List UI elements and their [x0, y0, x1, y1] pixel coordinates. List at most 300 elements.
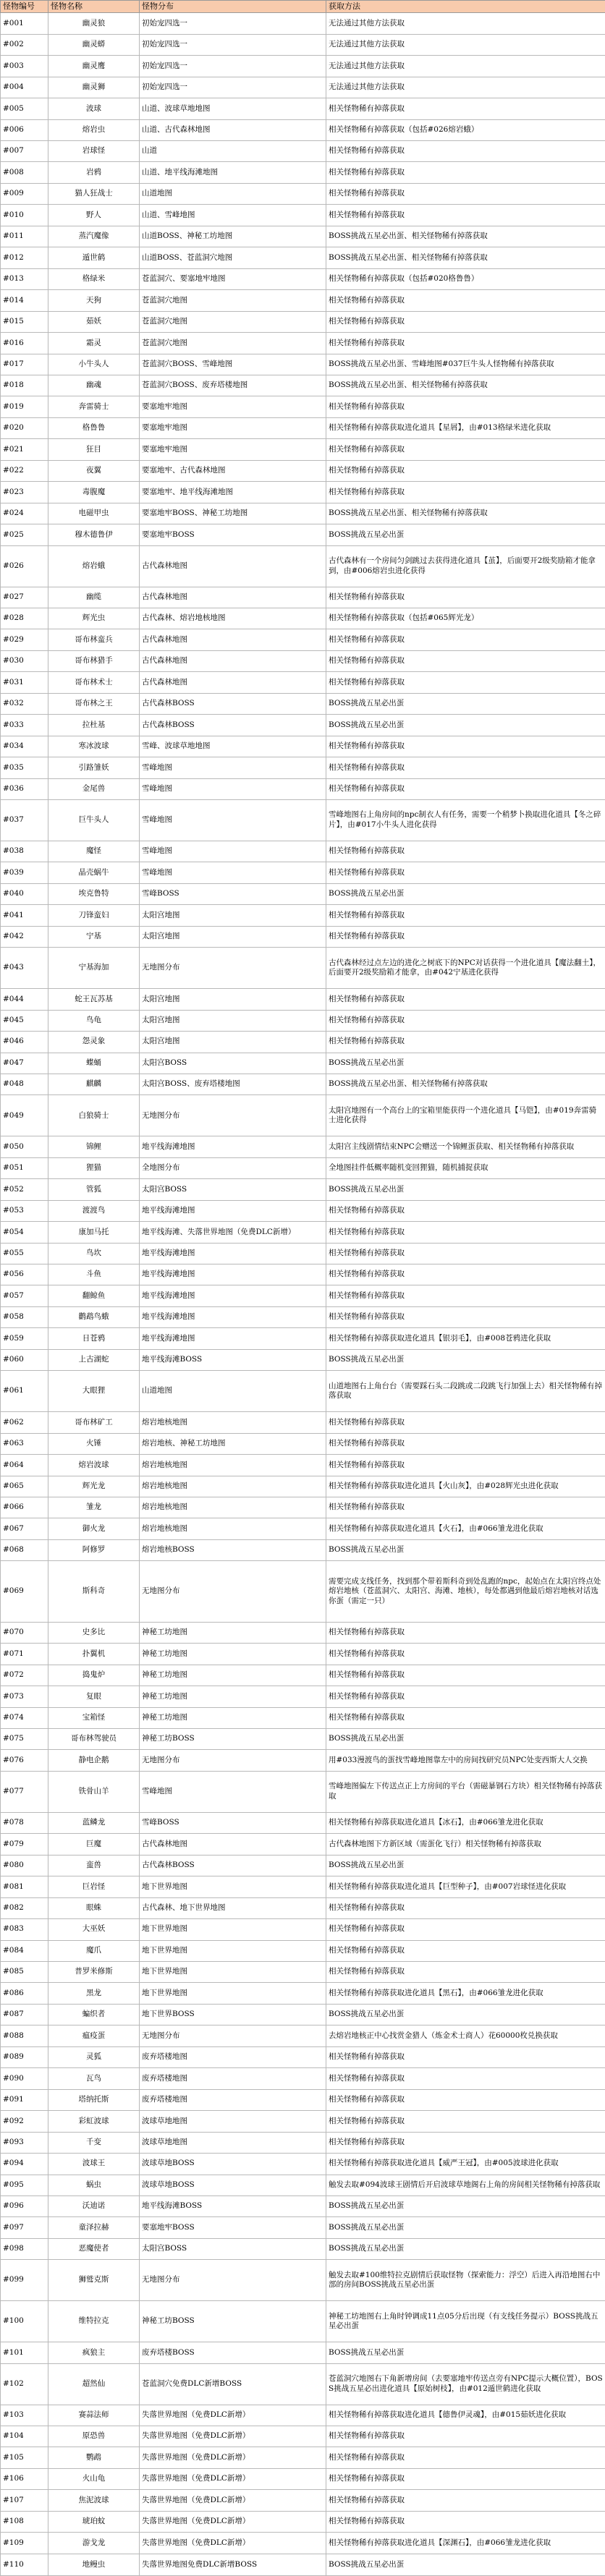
monster-distribution: 要塞地牢、古代森林地图 [140, 460, 326, 481]
monster-distribution: 神秘工坊BOSS [140, 2301, 326, 2342]
monster-id: #051 [1, 1157, 48, 1178]
monster-id: #083 [1, 1919, 48, 1940]
table-row [1, 1919, 605, 1940]
acquisition-method: 相关怪物稀有掉落获取 [326, 98, 605, 119]
monster-name: 斗鱼 [48, 1264, 140, 1285]
table-row [1, 1222, 605, 1243]
monster-id: #014 [1, 290, 48, 311]
monster-id: #101 [1, 2342, 48, 2363]
table-row [1, 1855, 605, 1876]
monster-id: #096 [1, 2195, 48, 2216]
monster-id: #031 [1, 672, 48, 693]
monster-name: 黑龙 [48, 1983, 140, 2004]
monster-id: #092 [1, 2111, 48, 2132]
table-row [1, 2089, 605, 2110]
monster-id: #034 [1, 736, 48, 757]
table-row [1, 439, 605, 460]
monster-name: 鸟坎 [48, 1243, 140, 1264]
table-row [1, 2363, 605, 2405]
monster-name: 恶魔使者 [48, 2238, 140, 2259]
monster-id: #057 [1, 1285, 48, 1306]
monster-distribution: 山道、古代森林地图 [140, 119, 326, 140]
monster-distribution: 波球草地BOSS [140, 2175, 326, 2195]
acquisition-method: 相关怪物稀有掉落获取 [326, 141, 605, 162]
monster-id: #077 [1, 1771, 48, 1812]
table-row [1, 290, 605, 311]
table-row [1, 587, 605, 608]
monster-name: 哥布林猎手 [48, 650, 140, 671]
table-row [1, 778, 605, 799]
acquisition-method: 相关怪物稀有掉落获取进化道具【星屑】，由#013格绿米进化获取 [326, 417, 605, 438]
acquisition-method: 苍蓝洞穴地图右下角新增房间（去要塞地牢传送点旁有NPC提示大概位置），BOSS挑战五星必出进化道具【原始树枝】，由#012遁世鹤进化获取 [326, 2363, 605, 2405]
monster-id: #079 [1, 1834, 48, 1855]
monster-id: #099 [1, 2260, 48, 2301]
table-row [1, 98, 605, 119]
monster-id: #044 [1, 989, 48, 1010]
monster-id: #095 [1, 2175, 48, 2195]
monster-id: #037 [1, 800, 48, 841]
monster-id: #048 [1, 1074, 48, 1094]
monster-distribution: 失落世界地图（免费DLC新增） [140, 2468, 326, 2489]
monster-distribution: 苍蓝洞穴、要塞地牢地图 [140, 268, 326, 289]
table-row [1, 905, 605, 926]
table-row [1, 2533, 605, 2554]
monster-distribution: 地平线海滩、失落世界地图（免费DLC新增） [140, 1222, 326, 1243]
table-row [1, 2132, 605, 2153]
monster-id: #086 [1, 1983, 48, 2004]
monster-name: 沃迪诺 [48, 2195, 140, 2216]
monster-name: 白狼骑士 [48, 1095, 140, 1136]
table-row [1, 2468, 605, 2489]
monster-id: #002 [1, 34, 48, 55]
acquisition-method: 相关怪物稀有掉落获取 [326, 2447, 605, 2468]
monster-distribution: 雪峰、波球草地地图 [140, 736, 326, 757]
acquisition-method: 相关怪物稀有掉落获取进化道具【德鲁伊灵魂】，由#015茹妖进化获取 [326, 2405, 605, 2426]
monster-name: 岩鸦 [48, 162, 140, 183]
acquisition-method: 相关怪物稀有掉落获取 [326, 460, 605, 481]
monster-id: #100 [1, 2301, 48, 2342]
monster-distribution: 熔岩地核地图 [140, 1476, 326, 1497]
acquisition-method: 相关怪物稀有掉落获取 [326, 862, 605, 883]
acquisition-method: 需要完成支线任务，找到那个带着斯科奇到处乱跑的npc，起始点在太阳宫终点处熔岩地核（苍蓝洞穴、太阳宫、海滩、地核），每处都遇到他最后熔岩地核对话选你蛋（需定一只） [326, 1561, 605, 1622]
acquisition-method: BOSS挑战五星必出蛋 [326, 2195, 605, 2216]
acquisition-method: 相关怪物稀有掉落获取进化道具【深渊石】，由#066雏龙进化获取 [326, 2533, 605, 2554]
monster-id: #038 [1, 841, 48, 862]
acquisition-method: 相关怪物稀有掉落获取 [326, 736, 605, 757]
table-row [1, 2195, 605, 2216]
monster-distribution: 神秘工坊BOSS [140, 1729, 326, 1750]
monster-id: #071 [1, 1644, 48, 1665]
table-row [1, 1328, 605, 1349]
monster-id: #060 [1, 1349, 48, 1370]
acquisition-method: 古代森林有一个房间匀剑跳过去获得进化道具【茧】，后面要开2级奖励箱才能拿到，由#006熔岩虫进化获得 [326, 545, 605, 587]
table-row [1, 1136, 605, 1157]
acquisition-method: 相关怪物稀有掉落获取 [326, 290, 605, 311]
monster-id: #003 [1, 56, 48, 77]
acquisition-method: BOSS挑战五星必出蛋、相关怪物稀有掉落获取 [326, 1074, 605, 1094]
table-row [1, 715, 605, 736]
monster-name: 原恐兽 [48, 2426, 140, 2447]
monster-name: 火锤 [48, 1433, 140, 1454]
acquisition-method: BOSS挑战五星必出蛋 [326, 1539, 605, 1560]
table-row [1, 1200, 605, 1221]
monster-distribution: 地平线海滩地图 [140, 1200, 326, 1221]
monster-name: 彩虹波球 [48, 2111, 140, 2132]
monster-distribution: 初始宠四选一 [140, 77, 326, 98]
monster-name: 夜翼 [48, 460, 140, 481]
acquisition-method: BOSS挑战五星必出蛋 [326, 1855, 605, 1876]
acquisition-method: 相关怪物稀有掉落获取 [326, 2132, 605, 2153]
monster-id: #010 [1, 205, 48, 226]
table-row [1, 841, 605, 862]
monster-name: 疯狼主 [48, 2342, 140, 2363]
monster-id: #049 [1, 1095, 48, 1136]
monster-distribution: 熔岩地核地图 [140, 1455, 326, 1476]
table-row [1, 800, 605, 841]
monster-name: 狸猫 [48, 1157, 140, 1178]
acquisition-method: 相关怪物稀有掉落获取 [326, 1306, 605, 1327]
monster-distribution: 失落世界地图（免费DLC新增） [140, 2426, 326, 2447]
monster-id: #080 [1, 1855, 48, 1876]
acquisition-method: 相关怪物稀有掉落获取 [326, 1222, 605, 1243]
table-row [1, 1433, 605, 1454]
monster-name: 阿修罗 [48, 1539, 140, 1560]
table-row [1, 1561, 605, 1622]
monster-name: 日苍鸦 [48, 1328, 140, 1349]
acquisition-method: 相关怪物稀有掉落获取 [326, 2426, 605, 2447]
monster-name: 熔岩波球 [48, 1455, 140, 1476]
monster-name: 晶壳蜗牛 [48, 862, 140, 883]
acquisition-method: 相关怪物稀有掉落获取 [326, 1644, 605, 1665]
monster-distribution: 初始宠四选一 [140, 34, 326, 55]
monster-name: 上古湖蛇 [48, 1349, 140, 1370]
monster-distribution: 山道BOSS、神秘工坊地图 [140, 226, 326, 247]
monster-name: 宝箱怪 [48, 1707, 140, 1728]
acquisition-method: 相关怪物稀有掉落获取 [326, 1433, 605, 1454]
monster-name: 眼蛛 [48, 1897, 140, 1918]
monster-name: 塔纳托斯 [48, 2089, 140, 2110]
monster-name: 天狗 [48, 290, 140, 311]
monster-distribution: 太阳宫BOSS、废弃塔楼地图 [140, 1074, 326, 1094]
monster-distribution: 雪峰地图 [140, 778, 326, 799]
monster-distribution: 古代森林BOSS [140, 715, 326, 736]
monster-id: #047 [1, 1053, 48, 1074]
table-row [1, 757, 605, 778]
monster-name: 宁基海加 [48, 948, 140, 989]
monster-id: #011 [1, 226, 48, 247]
acquisition-method: 相关怪物稀有掉落获取 [326, 778, 605, 799]
monster-id: #072 [1, 1665, 48, 1686]
monster-id: #103 [1, 2405, 48, 2426]
monster-name: 蛇王瓦苏基 [48, 989, 140, 1010]
acquisition-method: 相关怪物稀有掉落获取 [326, 757, 605, 778]
monster-id: #061 [1, 1371, 48, 1412]
monster-distribution: 地平线海滩地图 [140, 1264, 326, 1285]
acquisition-method: 相关怪物稀有掉落获取 [326, 1919, 605, 1940]
acquisition-method: 相关怪物稀有掉落获取 [326, 1940, 605, 1961]
monster-id: #082 [1, 1897, 48, 1918]
acquisition-method: 相关怪物稀有掉落获取 [326, 311, 605, 332]
monster-distribution: 地下世界地图 [140, 1876, 326, 1897]
table-row [1, 2405, 605, 2426]
acquisition-method: BOSS挑战五星必出蛋 [326, 715, 605, 736]
monster-distribution: 太阳宫BOSS [140, 2238, 326, 2259]
table-row [1, 1010, 605, 1031]
table-row [1, 2426, 605, 2447]
table-row [1, 1349, 605, 1370]
table-row [1, 354, 605, 375]
table-row [1, 1961, 605, 1982]
table-row [1, 736, 605, 757]
table-row [1, 333, 605, 354]
monster-id: #062 [1, 1412, 48, 1433]
table-row [1, 2511, 605, 2532]
monster-id: #106 [1, 2468, 48, 2489]
monster-distribution: 太阳宫地图 [140, 926, 326, 947]
monster-id: #026 [1, 545, 48, 587]
table-row [1, 1518, 605, 1539]
table-row [1, 883, 605, 904]
table-row [1, 2046, 605, 2067]
monster-id: #021 [1, 439, 48, 460]
monster-distribution: 太阳宫地图 [140, 989, 326, 1010]
monster-distribution: 全地图分布 [140, 1157, 326, 1178]
monster-name: 超然仙 [48, 2363, 140, 2405]
acquisition-method: 相关怪物稀有掉落获取 [326, 1686, 605, 1707]
monster-distribution: 失落世界地图（免费DLC新增） [140, 2490, 326, 2511]
acquisition-method: 相关怪物稀有掉落获取进化道具【巨型种子】，由#007岩球怪进化获取 [326, 1876, 605, 1897]
monster-distribution: 雪峰地图 [140, 1771, 326, 1812]
acquisition-method: 相关怪物稀有掉落获取进化道具【黑石】，由#066雏龙进化获取 [326, 1983, 605, 2004]
table-row [1, 375, 605, 396]
acquisition-method: 相关怪物稀有掉落获取 [326, 989, 605, 1010]
acquisition-method: 相关怪物稀有掉落获取进化道具【银羽毛】，由#008苍鸦进化获取 [326, 1328, 605, 1349]
monster-distribution: 废弃塔楼地图 [140, 2068, 326, 2089]
table-row [1, 524, 605, 545]
acquisition-method: 相关怪物稀有掉落获取 [326, 2111, 605, 2132]
monster-distribution: 地下世界BOSS [140, 2004, 326, 2025]
monster-id: #045 [1, 1010, 48, 1031]
acquisition-method: BOSS挑战五星必出蛋、相关怪物稀有掉落获取 [326, 247, 605, 268]
table-row [1, 2004, 605, 2025]
monster-name: 怨灵象 [48, 1032, 140, 1053]
table-row [1, 2025, 605, 2046]
monster-name: 维特拉克 [48, 2301, 140, 2342]
acquisition-method: BOSS挑战五星必出蛋 [326, 524, 605, 545]
table-row [1, 1053, 605, 1074]
acquisition-method: 触发去取#094波球王剧情后开启波球草地阁右上角的房间相关怪物稀有掉落获取 [326, 2175, 605, 2195]
table-row [1, 2447, 605, 2468]
monster-name: 蝙织者 [48, 2004, 140, 2025]
monster-distribution: 太阳宫BOSS [140, 1179, 326, 1200]
table-row [1, 1476, 605, 1497]
acquisition-method: 无法通过其他方法获取 [326, 13, 605, 34]
monster-name: 鹦鹉 [48, 2447, 140, 2468]
monster-id: #055 [1, 1243, 48, 1264]
monster-id: #023 [1, 482, 48, 503]
table-row [1, 268, 605, 289]
monster-id: #070 [1, 1622, 48, 1643]
monster-id: #005 [1, 98, 48, 119]
table-row [1, 13, 605, 34]
monster-name: 电磁甲虫 [48, 503, 140, 524]
table-row [1, 1243, 605, 1264]
monster-name: 拉杜基 [48, 715, 140, 736]
monster-distribution: 太阳宫地图 [140, 1032, 326, 1053]
monster-name: 幽灵蟒 [48, 34, 140, 55]
monster-name: 琥珀蚊 [48, 2511, 140, 2532]
table-row [1, 2154, 605, 2175]
monster-distribution: 废弃塔楼地图 [140, 2089, 326, 2110]
monster-id: #004 [1, 77, 48, 98]
table-row [1, 1707, 605, 1728]
monster-distribution: 太阳宫BOSS [140, 1053, 326, 1074]
monster-name: 复眼 [48, 1686, 140, 1707]
acquisition-method: 相关怪物稀有掉落获取 [326, 1497, 605, 1518]
acquisition-method: 触发去取#100维特拉克剧情后获取怪物（探索能力：浮空）后进入再沿地图右中部的房间BOSS挑战五星必出蛋 [326, 2260, 605, 2301]
table-row [1, 77, 605, 98]
monster-id: #110 [1, 2554, 48, 2575]
monster-name: 瘟疫蛋 [48, 2025, 140, 2046]
monster-name: 巨岩怪 [48, 1876, 140, 1897]
monster-name: 普罗米修斯 [48, 1961, 140, 1982]
acquisition-method: BOSS挑战五星必出蛋、相关怪物稀有掉落获取 [326, 375, 605, 396]
monster-id: #018 [1, 375, 48, 396]
acquisition-method: BOSS挑战五星必出蛋 [326, 1349, 605, 1370]
table-row [1, 1095, 605, 1136]
monster-id: #036 [1, 778, 48, 799]
table-row [1, 1771, 605, 1812]
monster-id: #104 [1, 2426, 48, 2447]
acquisition-method: 相关怪物稀有掉落获取 [326, 841, 605, 862]
monster-id: #009 [1, 183, 48, 204]
monster-id: #091 [1, 2089, 48, 2110]
monster-id: #008 [1, 162, 48, 183]
monster-distribution: 古代森林地图 [140, 672, 326, 693]
monster-id: #084 [1, 1940, 48, 1961]
monster-distribution: 山道BOSS、苍蓝洞穴地图 [140, 247, 326, 268]
monster-distribution: 神秘工坊地图 [140, 1686, 326, 1707]
monster-id: #007 [1, 141, 48, 162]
monster-name: 猫人狂战士 [48, 183, 140, 204]
monster-id: #012 [1, 247, 48, 268]
table-row [1, 119, 605, 140]
acquisition-method: 古代森林地图下方新区域（需蛋化飞行）相关怪物稀有掉落获取 [326, 1834, 605, 1855]
monster-distribution: 古代森林BOSS [140, 693, 326, 714]
acquisition-method: 相关怪物稀有掉落获取 [326, 1897, 605, 1918]
monster-name: 格绿米 [48, 268, 140, 289]
monster-id: #013 [1, 268, 48, 289]
monster-distribution: 古代森林地图 [140, 545, 326, 587]
monster-distribution: 山道、波球草地地图 [140, 98, 326, 119]
acquisition-method: 相关怪物稀有掉落获取 [326, 1961, 605, 1982]
monster-name: 赛蒜法师 [48, 2405, 140, 2426]
table-row [1, 1455, 605, 1476]
table-row [1, 1940, 605, 1961]
table-row [1, 205, 605, 226]
table-row [1, 1622, 605, 1643]
header-distribution: 怪物分布 [140, 1, 326, 13]
monster-id: #107 [1, 2490, 48, 2511]
table-row [1, 141, 605, 162]
monster-name: 奔雷骑士 [48, 396, 140, 417]
table-row [1, 1264, 605, 1285]
monster-name: 岩球怪 [48, 141, 140, 162]
monster-name: 御火龙 [48, 1518, 140, 1539]
monster-name: 蝶蛹 [48, 1053, 140, 1074]
monster-name: 魔爪 [48, 1940, 140, 1961]
table-row [1, 482, 605, 503]
table-row [1, 417, 605, 438]
monster-name: 麒麟 [48, 1074, 140, 1094]
monster-distribution: 苍蓝洞穴BOSS、废弃塔楼地图 [140, 375, 326, 396]
acquisition-method: 相关怪物稀有掉落获取 [326, 2046, 605, 2067]
monster-name: 金尾兽 [48, 778, 140, 799]
monster-distribution: 波球草地BOSS [140, 2154, 326, 2175]
monster-name: 茹妖 [48, 311, 140, 332]
monster-distribution: 雪峰BOSS [140, 1812, 326, 1833]
monster-id: #001 [1, 13, 48, 34]
acquisition-method: 相关怪物稀有掉落获取 [326, 905, 605, 926]
monster-id: #089 [1, 2046, 48, 2067]
monster-distribution: 古代森林地图 [140, 1834, 326, 1855]
monster-distribution: 要塞地牢、地平线海滩地图 [140, 482, 326, 503]
monster-id: #029 [1, 629, 48, 650]
monster-name: 刀锋蛮妇 [48, 905, 140, 926]
monster-id: #015 [1, 311, 48, 332]
monster-name: 寒冰波球 [48, 736, 140, 757]
monster-distribution: 无地图分布 [140, 1561, 326, 1622]
acquisition-method: BOSS挑战五星必出蛋、雪峰地图#037巨牛头人怪物稀有掉落获取 [326, 354, 605, 375]
monster-distribution: 地下世界地图 [140, 1919, 326, 1940]
monster-id: #024 [1, 503, 48, 524]
acquisition-method: 相关怪物稀有掉落获取 [326, 2511, 605, 2532]
monster-name: 大巫妖 [48, 1919, 140, 1940]
monster-name: 大眼狸 [48, 1371, 140, 1412]
monster-id: #025 [1, 524, 48, 545]
monster-distribution: 初始宠四选一 [140, 56, 326, 77]
monster-name: 巨魔 [48, 1834, 140, 1855]
acquisition-method: 无法通过其他方法获取 [326, 77, 605, 98]
acquisition-method: 古代森林经过点左边的进化之树底下的NPC对话获得一个进化道具【魔法翻土】，后面要开2级奖励箱才能拿，由#042宁基进化获得 [326, 948, 605, 989]
acquisition-method: 相关怪物稀有掉落获取 [326, 587, 605, 608]
header-id: 怪物编号 [1, 1, 48, 13]
monster-distribution: 无地图分布 [140, 2260, 326, 2301]
acquisition-method: 相关怪物稀有掉落获取 [326, 1707, 605, 1728]
acquisition-method: BOSS挑战五星必出蛋 [326, 1053, 605, 1074]
monster-name: 渡渡鸟 [48, 1200, 140, 1221]
monster-name: 埃克鲁特 [48, 883, 140, 904]
acquisition-method: 神秘工坊地图右上角时钟调成11点05分后出现（有支线任务提示）BOSS挑战五星必出蛋 [326, 2301, 605, 2342]
table-row [1, 1750, 605, 1771]
acquisition-method: BOSS挑战五星必出蛋 [326, 1729, 605, 1750]
monster-name: 火山龟 [48, 2468, 140, 2489]
acquisition-method: 太阳宫地图有一个高台上的宝箱里能获得一个进化道具【马铠】，由#019奔雷骑士进化获得 [326, 1095, 605, 1136]
monster-id: #017 [1, 354, 48, 375]
monster-name: 哥布林之王 [48, 693, 140, 714]
monster-distribution: 失落世界地图（免费DLC新增） [140, 2405, 326, 2426]
table-row [1, 2301, 605, 2342]
monster-distribution: 失落世界地图（免费DLC新增） [140, 2533, 326, 2554]
monster-distribution: 失落世界地图（免费DLC新增） [140, 2447, 326, 2468]
monster-id: #088 [1, 2025, 48, 2046]
monster-distribution: 地平线海滩地图 [140, 1136, 326, 1157]
monster-distribution: 失落世界地图免费DLC新增BOSS [140, 2554, 326, 2575]
acquisition-method: BOSS挑战五星必出蛋、相关怪物稀有掉落获取 [326, 226, 605, 247]
monster-distribution: 要塞地牢地图 [140, 417, 326, 438]
monster-name: 魔怪 [48, 841, 140, 862]
acquisition-method: 相关怪物稀有掉落获取 [326, 2490, 605, 2511]
